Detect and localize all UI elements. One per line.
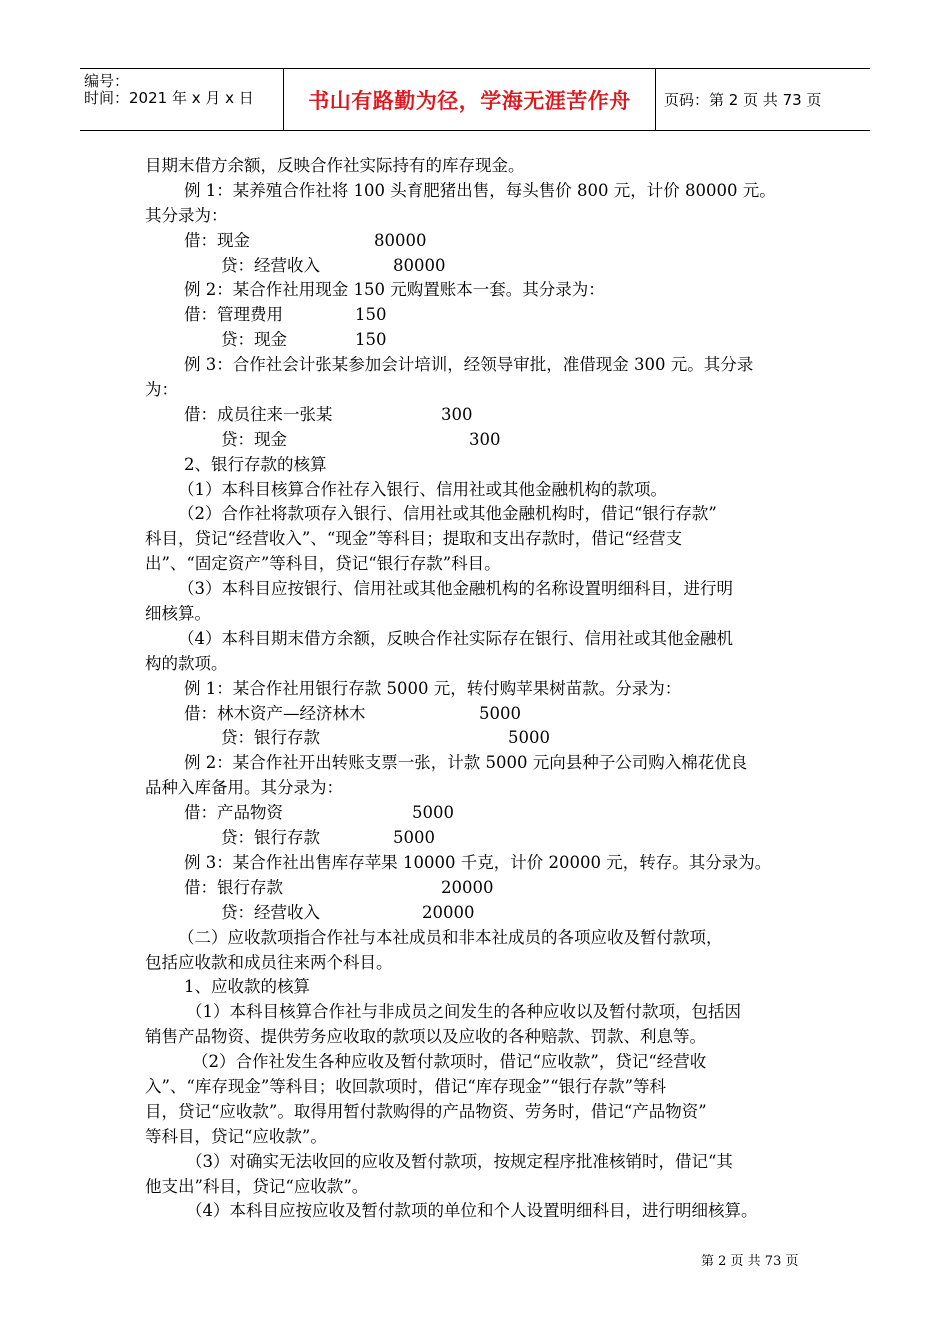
document-body: [145, 154, 825, 1224]
example-line: 例 1：某养殖合作社将 100 头育肥猪出售，每头售价 800 元，计价 80000 元。: [184, 180, 776, 200]
example-line: 例 1：某合作社用银行存款 5000 元，转付购苹果树苗款。分录为：: [184, 678, 682, 698]
body-line: （3）对确实无法收回的应收及暂付款项，按规定程序批准核销时，借记“其: [186, 1151, 733, 1171]
body-line: 他支出”科目，贷记“应收款”。: [145, 1176, 369, 1196]
body-line: 销售产品物资、提供劳务应收取的款项以及应收的各种赔款、罚款、利息等。: [145, 1027, 706, 1047]
entry-amount: 5000: [393, 828, 435, 848]
header-page-number: 页码：第 2 页 共 73 页: [664, 91, 822, 109]
entry-amount: 20000: [441, 877, 494, 897]
credit-entry: [145, 328, 825, 353]
credit-entry: [145, 428, 825, 453]
entry-amount: 300: [441, 404, 473, 424]
entry-amount: 150: [355, 330, 387, 350]
body-line: 包括应收款和成员往来两个科目。: [145, 952, 393, 972]
section-heading: 1、应收款的核算: [184, 977, 310, 997]
entry-amount: 5000: [412, 803, 454, 823]
entry-account: 借：管理费用: [184, 305, 283, 325]
entry-account: 贷：经营收入: [221, 902, 320, 922]
header-page-cell: [656, 69, 878, 130]
body-line: 为：: [145, 380, 178, 400]
body-line: （2）合作社将款项存入银行、信用社或其他金融机构时，借记“银行存款”: [178, 504, 717, 524]
debit-entry: [145, 876, 825, 901]
body-line: 等科目，贷记“应收款”。: [145, 1126, 327, 1146]
header-meta: [80, 69, 282, 130]
entry-account: 借：产品物资: [184, 803, 283, 823]
entry-account: 贷：现金: [221, 330, 287, 350]
entry-account: 借：成员往来一张某: [184, 404, 333, 424]
body-line: （1）本科目核算合作社与非成员之间发生的各种应收以及暂付款项，包括因: [186, 1002, 741, 1022]
body-line: 目，贷记“应收款”。取得用暂付款购得的产品物资、劳务时，借记“产品物资”: [145, 1101, 707, 1121]
debit-entry: [145, 229, 825, 254]
entry-amount: 5000: [508, 728, 550, 748]
example-line: 例 2：某合作社用现金 150 元购置账本一套。其分录为：: [184, 280, 605, 300]
debit-entry: [145, 801, 825, 826]
entry-amount: 300: [469, 429, 501, 449]
debit-entry: [145, 403, 825, 428]
header-motto-cell: [283, 69, 656, 130]
example-line: 例 3：合作社会计张某参加会计培训，经领导审批，准借现金 300 元。其分录: [184, 355, 754, 375]
body-line: （1）本科目核算合作社存入银行、信用社或其他金融机构的款项。: [178, 479, 667, 499]
body-line: 科目，贷记“经营收入”、“现金”等科目；提取和支出存款时，借记“经营支: [145, 529, 683, 549]
body-line: 细核算。: [145, 604, 211, 624]
header-motto: 书山有路勤为径，学海无涯苦作舟: [308, 88, 631, 113]
credit-entry: [145, 726, 825, 751]
entry-account: 借：现金: [184, 230, 250, 250]
entry-amount: 80000: [393, 255, 446, 275]
document-time-label: 时间：2021 年 x 月 x 日: [84, 89, 254, 107]
credit-entry: [145, 901, 825, 926]
debit-entry: [145, 303, 825, 328]
body-line: （2）合作社发生各种应收及暂付款项时，借记“应收款”，贷记“经营收: [192, 1052, 707, 1072]
body-line: （4）本科目应按应收及暂付款项的单位和个人设置明细科目，进行明细核算。: [186, 1201, 758, 1221]
entry-amount: 150: [355, 305, 387, 325]
example-line: 例 2：某合作社开出转账支票一张，计款 5000 元向县种子公司购入棉花优良: [184, 753, 748, 773]
credit-entry: [145, 826, 825, 851]
body-line: 其分录为：: [145, 205, 228, 225]
body-line: 品种入库备用。其分录为：: [145, 778, 343, 798]
body-line: 目期末借方余额，反映合作社实际持有的库存现金。: [145, 156, 525, 175]
section-heading: 2、银行存款的核算: [184, 454, 327, 474]
body-line: 入”、“库存现金”等科目；收回款项时，借记“库存现金”“银行存款”等科: [145, 1076, 667, 1096]
entry-amount: 80000: [374, 230, 427, 250]
entry-account: 贷：现金: [221, 429, 287, 449]
body-line: 构的款项。: [145, 653, 228, 673]
credit-entry: [145, 254, 825, 279]
entry-account: 借：林木资产—经济林木: [184, 703, 366, 723]
debit-entry: [145, 702, 825, 727]
entry-account: 贷：银行存款: [221, 828, 320, 848]
entry-account: 贷：银行存款: [221, 728, 320, 748]
example-line: 例 3：某合作社出售库存苹果 10000 千克，计价 20000 元，转存。其分录为。: [184, 852, 772, 872]
entry-account: 借：银行存款: [184, 877, 283, 897]
document-number-label: 编号：: [84, 72, 130, 90]
page-header: [80, 68, 870, 131]
body-line: （二）应收款项指合作社与本社成员和非本社成员的各项应收及暂付款项，: [178, 927, 723, 947]
entry-amount: 20000: [422, 902, 475, 922]
page-footer: 第 2 页 共 73 页: [701, 1254, 799, 1269]
body-line: （3）本科目应按银行、信用社或其他金融机构的名称设置明细科目，进行明: [178, 579, 733, 599]
entry-account: 贷：经营收入: [221, 255, 320, 275]
entry-amount: 5000: [479, 703, 521, 723]
body-line: 出”、“固定资产”等科目，贷记“银行存款”科目。: [145, 554, 501, 574]
body-line: （4）本科目期末借方余额，反映合作社实际存在银行、信用社或其他金融机: [178, 628, 733, 648]
